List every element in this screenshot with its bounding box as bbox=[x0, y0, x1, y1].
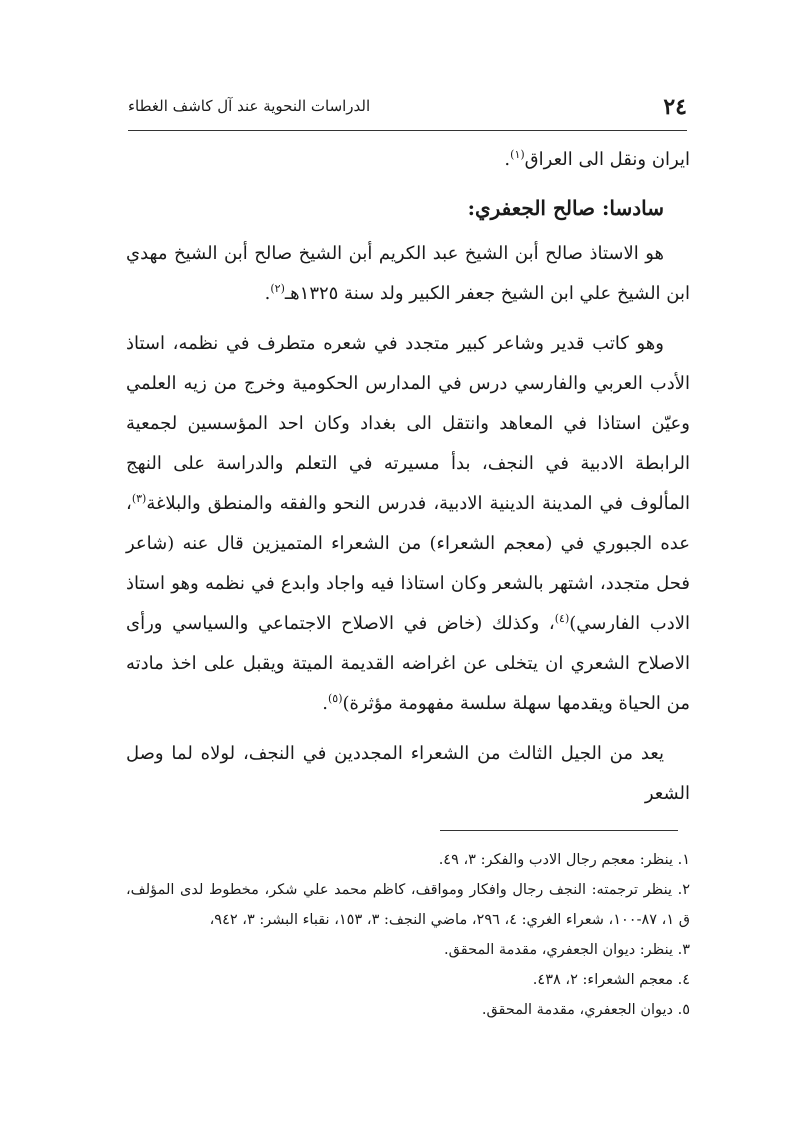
footnote-5: ٥. ديوان الجعفري، مقدمة المحقق. bbox=[481, 1002, 690, 1018]
footnote-3: ٣. ينظر: ديوان الجعفري، مقدمة المحقق. bbox=[444, 942, 690, 958]
footnote-1: ١. ينظر: معجم رجال الادب والفكر: ٣، ٤٩. bbox=[438, 852, 690, 868]
paragraph-4: يعد من الجيل الثالث من الشعراء المجددين في النجف، لولاه لما وصل الشعر bbox=[126, 743, 690, 804]
section-heading: سادسا: صالح الجعفري: bbox=[467, 196, 664, 220]
paragraph-2 bbox=[126, 234, 690, 314]
page-number: ٢٤ bbox=[663, 94, 687, 120]
running-title: الدراسات النحوية عند آل كاشف الغطاء bbox=[128, 97, 371, 115]
paragraph-3-end: . bbox=[322, 693, 328, 714]
paragraph-3 bbox=[126, 324, 690, 724]
main-text bbox=[126, 140, 690, 814]
footnote-ref-3: (٣) bbox=[131, 492, 147, 505]
footnotes bbox=[126, 845, 690, 1025]
running-head bbox=[128, 92, 687, 126]
footnote-rule bbox=[440, 830, 678, 831]
paragraph-3-part-c: ، وكذلك (خاض في الاصلاح الاجتماعي والسياسي ورأى الاصلاح الشعري ان يتخلى عن اغراضه القديمة الميتة ويقبل على اخذ مادته من الحياة ويقدمها سهلة سلسة مفهومة مؤثرة) bbox=[126, 613, 690, 714]
paragraph-3-part-a: وهو كاتب قدير وشاعر كبير متجدد في شعره متطرف في نظمه، استاذ الأدب العربي والفارسي درس في المدارس الحكومية وخرج من زيه العلمي وعيّن استاذا في المعاهد وانتقل الى بغداد وكان احد المؤسسين لجمعية الرابطة الادبية في النجف، بدأ مسيرته في التعلم والدراسة على النهج المألوف في المدينة الدينية الادبية، فدرس النحو والفقه والمنطق والبلاغة bbox=[126, 333, 690, 514]
header-rule bbox=[128, 130, 687, 131]
paragraph-1-end: . bbox=[504, 149, 511, 170]
paragraph-1-text: ايران ونقل الى العراق bbox=[524, 149, 690, 170]
footnote-ref-4: (٤) bbox=[554, 612, 570, 625]
footnote-2: ٢. ينظر ترجمته: النجف رجال وافكار ومواقف، كاظم محمد علي شكر، مخطوط لدى المؤلف، ق ١، ٨٧-١٠٠، شعراء الغري: ٤، ٢٩٦، ماضي النجف: ٣، ١٥٣، نقباء البشر: ٣، ٩٤٢، bbox=[126, 882, 690, 928]
footnote-ref-5: (٥) bbox=[327, 692, 343, 705]
paragraph-1 bbox=[126, 140, 690, 180]
paragraph-3-part-b: ، عده الجبوري في (معجم الشعراء) من الشعراء المتميزين قال عنه (شاعر فحل متجدد، اشتهر بالشعر وكان استاذا فيه واجاد وابدع في نظمه وهو استاذ الادب الفارسي) bbox=[126, 493, 690, 634]
paragraph-2-end: . bbox=[264, 283, 271, 304]
footnote-ref-1: (١) bbox=[510, 148, 525, 161]
footnote-ref-2: (٢) bbox=[270, 282, 285, 295]
paragraph-2-text: هو الاستاذ صالح أبن الشيخ عبد الكريم أبن الشيخ صالح أبن الشيخ مهدي ابن الشيخ علي ابن الشيخ جعفر الكبير ولد سنة ١٣٢٥هـ bbox=[126, 243, 690, 304]
footnote-4: ٤. معجم الشعراء: ٢، ٤٣٨. bbox=[532, 972, 690, 988]
